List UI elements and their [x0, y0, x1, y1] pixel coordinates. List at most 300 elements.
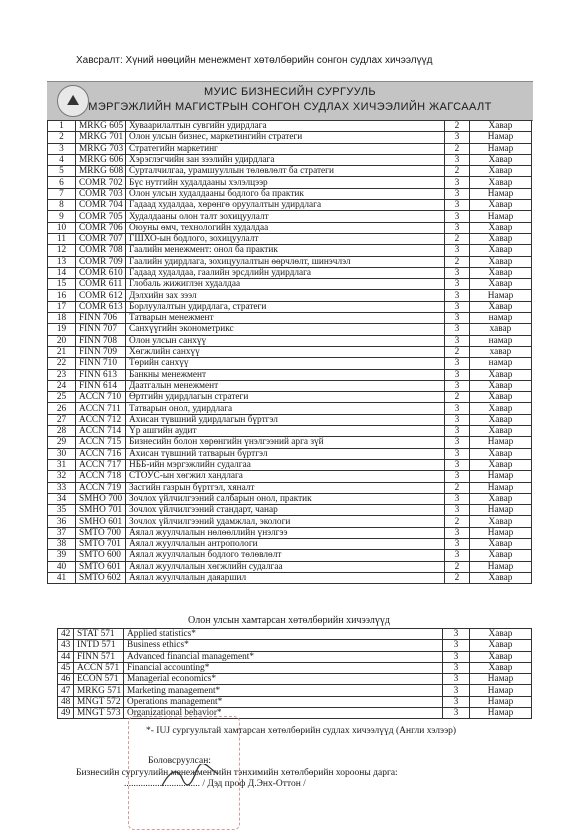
table-row	[48, 335, 532, 346]
table-row	[48, 561, 532, 572]
course-code: COMR 702	[76, 177, 126, 188]
course-number: 13	[48, 256, 76, 267]
course-code: FINN 614	[76, 380, 126, 391]
course-season: хавар	[470, 346, 532, 357]
course-code: COMR 705	[76, 211, 126, 222]
table-row	[48, 426, 532, 437]
course-season: Хавар	[470, 662, 532, 673]
course-number: 20	[48, 335, 76, 346]
course-code: ACCN 718	[76, 471, 126, 482]
course-season: Намар	[470, 471, 532, 482]
course-name: Advanced financial management*	[124, 651, 443, 662]
course-name: ГШХО-ын бодлого, зохицуулалт	[126, 233, 445, 244]
course-number: 9	[48, 211, 76, 222]
course-season: Намар	[470, 708, 532, 719]
course-credits: 3	[445, 369, 470, 380]
course-season: Намар	[470, 290, 532, 301]
course-credits: 3	[445, 245, 470, 256]
course-credits: 3	[445, 324, 470, 335]
course-credits: 2	[445, 516, 470, 527]
course-number: 40	[48, 561, 76, 572]
course-number: 1	[48, 121, 76, 132]
course-season: Хавар	[470, 414, 532, 425]
course-season: Хавар	[470, 301, 532, 312]
course-name: Банкны менежмент	[126, 369, 445, 380]
table-row	[48, 448, 532, 459]
table-row	[48, 256, 532, 267]
table-row	[48, 346, 532, 357]
course-credits: 3	[445, 437, 470, 448]
course-name: Олон улсын бизнес, маркетингийн стратеги	[126, 132, 445, 143]
course-code: MRKG 571	[74, 685, 124, 696]
course-season: Хавар	[470, 380, 532, 391]
course-credits: 2	[445, 143, 470, 154]
course-credits: 3	[445, 154, 470, 165]
course-name: Аялал жуулчлалын даяаршил	[126, 572, 445, 583]
table-row	[48, 301, 532, 312]
table-row	[48, 358, 532, 369]
chairman-label: Бизнесийн сургуулийн менежментийн тэнхимийн хөтөлбөрийн хорооны дарга:	[76, 768, 398, 778]
course-season: Намар	[470, 561, 532, 572]
footnote: *- IUJ сургуультай хамтарсан хөтөлбөрийн судлах хичээлүүд (Англи хэлээр)	[146, 726, 457, 736]
course-season: Намар	[470, 211, 532, 222]
course-credits: 3	[445, 527, 470, 538]
course-credits: 3	[445, 358, 470, 369]
approved-label: Боловсруулсан:	[148, 756, 211, 766]
course-name: Сурталчилгаа, урамшууллын төлөвлөлт ба стратеги	[126, 166, 445, 177]
course-credits: 2	[445, 392, 470, 403]
table-row	[48, 516, 532, 527]
course-credits: 3	[445, 550, 470, 561]
course-season: Хавар	[470, 154, 532, 165]
course-code: MRKG 605	[76, 121, 126, 132]
course-number: 26	[48, 403, 76, 414]
table-row	[48, 222, 532, 233]
course-code: SMHO 701	[76, 505, 126, 516]
course-credits: 3	[443, 629, 470, 640]
table-row	[48, 505, 532, 516]
course-credits: 2	[445, 121, 470, 132]
course-season: Хавар	[470, 550, 532, 561]
course-season: намар	[470, 335, 532, 346]
course-season: Хавар	[470, 233, 532, 244]
course-season: Хавар	[470, 403, 532, 414]
course-code: SMTO 602	[76, 572, 126, 583]
course-name: Marketing management*	[124, 685, 443, 696]
course-name: Applied statistics*	[124, 629, 443, 640]
courses-table	[47, 120, 532, 584]
table-row	[48, 245, 532, 256]
table-row	[48, 200, 532, 211]
course-credits: 3	[443, 696, 470, 707]
course-credits: 3	[445, 448, 470, 459]
course-number: 31	[48, 459, 76, 470]
table-row	[48, 267, 532, 278]
table-row	[48, 177, 532, 188]
course-number: 15	[48, 279, 76, 290]
course-code: ACCN 710	[76, 392, 126, 403]
course-credits: 3	[443, 685, 470, 696]
course-name: Санхүүгийн эконометрикс	[126, 324, 445, 335]
course-number: 14	[48, 267, 76, 278]
course-number: 45	[58, 662, 74, 673]
table-row	[58, 685, 532, 696]
course-credits: 3	[443, 640, 470, 651]
signature-icon	[160, 764, 220, 790]
course-code: MRKG 701	[76, 132, 126, 143]
course-season: Хавар	[470, 200, 532, 211]
table-row	[48, 482, 532, 493]
table-row	[48, 324, 532, 335]
header-banner	[47, 81, 533, 121]
course-code: INTD 571	[74, 640, 124, 651]
course-season: Хавар	[470, 640, 532, 651]
course-number: 10	[48, 222, 76, 233]
course-name: НББ-ийн мэргэжлийн судалгаа	[126, 459, 445, 470]
course-number: 48	[58, 696, 74, 707]
course-credits: 3	[445, 459, 470, 470]
course-season: Хавар	[470, 177, 532, 188]
course-number: 28	[48, 426, 76, 437]
joint-courses-table	[57, 628, 532, 719]
course-name: Борлуулалтын удирдлага, стратеги	[126, 301, 445, 312]
table-row	[48, 279, 532, 290]
course-name: Засгийн газрын бүртгэл, хяналт	[126, 482, 445, 493]
course-credits: 3	[443, 708, 470, 719]
course-name: Managerial economics*	[124, 674, 443, 685]
course-season: Хавар	[470, 538, 532, 549]
course-number: 35	[48, 505, 76, 516]
course-credits: 3	[445, 538, 470, 549]
course-code: FINN 571	[74, 651, 124, 662]
table-row	[48, 527, 532, 538]
table-row	[58, 651, 532, 662]
table-row	[48, 154, 532, 165]
course-name: Даатгалын менежмент	[126, 380, 445, 391]
course-name: Аялал жуулчлалын хөгжлийн судалгаа	[126, 561, 445, 572]
course-number: 49	[58, 708, 74, 719]
table-row	[48, 211, 532, 222]
table-row	[48, 143, 532, 154]
course-credits: 3	[445, 200, 470, 211]
course-name: Төрийн санхүү	[126, 358, 445, 369]
course-code: COMR 704	[76, 200, 126, 211]
course-code: ACCN 716	[76, 448, 126, 459]
course-credits: 2	[445, 346, 470, 357]
course-name: Operations management*	[124, 696, 443, 707]
course-credits: 2	[445, 166, 470, 177]
course-credits: 3	[445, 177, 470, 188]
table-row	[48, 290, 532, 301]
course-credits: 3	[443, 674, 470, 685]
course-credits: 3	[445, 211, 470, 222]
school-name: МУИС БИЗНЕСИЙН СУРГУУЛЬ	[204, 86, 376, 98]
course-name: Хөгжлийн санхүү	[126, 346, 445, 357]
course-name: Зочлох үйлчилгээний стандарт, чанар	[126, 505, 445, 516]
signer-line: ................................ / Дэд проф Д.Энх-Оттон /	[124, 779, 306, 789]
course-number: 22	[48, 358, 76, 369]
joint-section-title: Олон улсын хамтарсан хөтөлбөрийн хичээлүүд	[188, 615, 390, 626]
course-number: 16	[48, 290, 76, 301]
course-season: Хавар	[470, 222, 532, 233]
course-credits: 2	[445, 256, 470, 267]
course-credits: 3	[445, 380, 470, 391]
course-season: Намар	[470, 527, 532, 538]
course-name: Дэлхийн зах зээл	[126, 290, 445, 301]
course-code: STAT 571	[74, 629, 124, 640]
course-credits: 2	[445, 233, 470, 244]
course-name: Татварын онол, удирдлага	[126, 403, 445, 414]
course-number: 29	[48, 437, 76, 448]
course-code: FINN 706	[76, 313, 126, 324]
course-season: Намар	[470, 143, 532, 154]
course-code: COMR 610	[76, 267, 126, 278]
course-number: 18	[48, 313, 76, 324]
course-season: Хавар	[470, 448, 532, 459]
course-number: 33	[48, 482, 76, 493]
course-code: COMR 611	[76, 279, 126, 290]
course-credits: 3	[445, 471, 470, 482]
course-number: 36	[48, 516, 76, 527]
course-season: Хавар	[470, 572, 532, 583]
course-name: Татварын менежмент	[126, 313, 445, 324]
course-season: Намар	[470, 674, 532, 685]
table-row	[48, 403, 532, 414]
course-credits: 3	[445, 313, 470, 324]
table-row	[48, 233, 532, 244]
table-row	[48, 572, 532, 583]
course-name: Оюуны өмч, технологийн худалдаа	[126, 222, 445, 233]
course-code: COMR 703	[76, 188, 126, 199]
course-season: Хавар	[470, 267, 532, 278]
course-number: 34	[48, 493, 76, 504]
table-row	[48, 471, 532, 482]
table-row	[48, 550, 532, 561]
course-number: 23	[48, 369, 76, 380]
table-row	[58, 640, 532, 651]
course-season: Хавар	[470, 493, 532, 504]
course-credits: 3	[445, 493, 470, 504]
course-code: ECON 571	[74, 674, 124, 685]
course-credits: 3	[443, 651, 470, 662]
table-row	[48, 132, 532, 143]
course-season: Хавар	[470, 166, 532, 177]
course-credits: 2	[445, 482, 470, 493]
course-number: 27	[48, 414, 76, 425]
table-row	[48, 313, 532, 324]
course-number: 46	[58, 674, 74, 685]
course-name: Зочлох үйлчилгээний удамжлал, экологи	[126, 516, 445, 527]
course-code: FINN 710	[76, 358, 126, 369]
course-name: Зочлох үйлчилгээний салбарын онол, практик	[126, 493, 445, 504]
course-season: Намар	[470, 188, 532, 199]
course-credits: 3	[445, 505, 470, 516]
course-number: 12	[48, 245, 76, 256]
course-code: FINN 707	[76, 324, 126, 335]
course-season: намар	[470, 313, 532, 324]
course-number: 2	[48, 132, 76, 143]
course-name: Өртгийн удирдлагын стратеги	[126, 392, 445, 403]
course-code: FINN 708	[76, 335, 126, 346]
table-row	[48, 437, 532, 448]
table-row	[48, 121, 532, 132]
table-row	[58, 662, 532, 673]
table-row	[48, 188, 532, 199]
course-number: 44	[58, 651, 74, 662]
course-name: Хуваарилалтын сувгийн удирдлага	[126, 121, 445, 132]
course-season: намар	[470, 358, 532, 369]
table-row	[48, 380, 532, 391]
course-number: 42	[58, 629, 74, 640]
course-season: Хавар	[470, 279, 532, 290]
course-number: 5	[48, 166, 76, 177]
attachment-title: Хавсралт: Хүний нөөцийн менежмент хөтөлбөрийн сонгон судлах хичээлүүд	[76, 55, 433, 66]
course-credits: 2	[445, 561, 470, 572]
course-season: Хавар	[470, 426, 532, 437]
course-number: 8	[48, 200, 76, 211]
course-credits: 3	[445, 222, 470, 233]
table-row	[58, 696, 532, 707]
course-number: 25	[48, 392, 76, 403]
course-name: Олон улсын санхүү	[126, 335, 445, 346]
table-row	[48, 538, 532, 549]
course-code: COMR 613	[76, 301, 126, 312]
course-number: 3	[48, 143, 76, 154]
table-row	[48, 459, 532, 470]
course-number: 47	[58, 685, 74, 696]
course-season: Намар	[470, 685, 532, 696]
table-row	[48, 166, 532, 177]
course-code: SMTO 701	[76, 538, 126, 549]
course-number: 24	[48, 380, 76, 391]
course-code: MRKG 703	[76, 143, 126, 154]
course-name: СТОУС-ын хөгжил хандлага	[126, 471, 445, 482]
course-name: Гадаад худалдаа, хөрөнгө оруулалтын удирдлага	[126, 200, 445, 211]
course-code: MNGT 573	[74, 708, 124, 719]
course-season: Намар	[470, 132, 532, 143]
course-season: хавар	[470, 324, 532, 335]
course-name: Гаалийн менежмент: онол ба практик	[126, 245, 445, 256]
course-code: ACCN 719	[76, 482, 126, 493]
course-credits: 2	[445, 572, 470, 583]
course-season: Намар	[470, 696, 532, 707]
table-row	[58, 674, 532, 685]
course-name: Ахисан түвшний татварын бүртгэл	[126, 448, 445, 459]
course-name: Үр ашгийн аудит	[126, 426, 445, 437]
course-number: 41	[48, 572, 76, 583]
course-credits: 3	[445, 301, 470, 312]
course-number: 21	[48, 346, 76, 357]
university-logo-icon: ⛰	[57, 85, 89, 117]
course-name: Financial accounting*	[124, 662, 443, 673]
course-name: Аялал жуулчлалын нөлөөллийн үнэлгээ	[126, 527, 445, 538]
course-code: ACCN 715	[76, 437, 126, 448]
course-season: Намар	[470, 505, 532, 516]
course-season: Хавар	[470, 516, 532, 527]
course-code: ACCN 714	[76, 426, 126, 437]
course-code: MRKG 606	[76, 154, 126, 165]
course-code: ACCN 712	[76, 414, 126, 425]
course-season: Хавар	[470, 651, 532, 662]
course-number: 11	[48, 233, 76, 244]
course-code: SMTO 601	[76, 561, 126, 572]
course-name: Аялал жуулчлалын антропологи	[126, 538, 445, 549]
course-credits: 3	[445, 188, 470, 199]
course-name: Хэрэглэгчийн зан зээлийн удирдлага	[126, 154, 445, 165]
course-number: 7	[48, 188, 76, 199]
course-code: ACCN 571	[74, 662, 124, 673]
course-credits: 3	[445, 414, 470, 425]
course-name: Organizational behavior*	[124, 708, 443, 719]
course-number: 17	[48, 301, 76, 312]
course-name: Гаалийн удирдлага, зохицуулалтын өөрчлөлт, шинэчлэл	[126, 256, 445, 267]
course-name: Стратегийн маркетинг	[126, 143, 445, 154]
course-season: Намар	[470, 437, 532, 448]
course-number: 38	[48, 538, 76, 549]
course-number: 43	[58, 640, 74, 651]
course-season: Хавар	[470, 369, 532, 380]
course-code: COMR 708	[76, 245, 126, 256]
list-title: МЭРГЭЖЛИЙН МАГИСТРЫН СОНГОН СУДЛАХ ХИЧЭЭЛИЙН ЖАГСААЛТ	[88, 101, 492, 113]
course-code: ACCN 717	[76, 459, 126, 470]
course-credits: 3	[445, 426, 470, 437]
table-row	[58, 629, 532, 640]
course-code: SMTO 700	[76, 527, 126, 538]
table-row	[48, 493, 532, 504]
course-credits: 3	[445, 132, 470, 143]
course-season: Намар	[470, 482, 532, 493]
course-credits: 3	[445, 335, 470, 346]
course-name: Олон улсын худалдааны бодлого ба практик	[126, 188, 445, 199]
course-season: Хавар	[470, 392, 532, 403]
course-number: 6	[48, 177, 76, 188]
course-code: MNGT 572	[74, 696, 124, 707]
course-season: Хавар	[470, 256, 532, 267]
course-code: COMR 707	[76, 233, 126, 244]
course-code: COMR 612	[76, 290, 126, 301]
course-number: 37	[48, 527, 76, 538]
course-season: Хавар	[470, 245, 532, 256]
course-name: Бүс нутгийн худалдааны хэлэлцээр	[126, 177, 445, 188]
course-code: FINN 709	[76, 346, 126, 357]
course-season: Хавар	[470, 459, 532, 470]
table-row	[48, 414, 532, 425]
course-code: MRKG 608	[76, 166, 126, 177]
course-name: Худалдааны олон талт зохицуулалт	[126, 211, 445, 222]
course-season: Хавар	[470, 121, 532, 132]
course-number: 4	[48, 154, 76, 165]
course-number: 32	[48, 471, 76, 482]
course-credits: 3	[445, 279, 470, 290]
course-name: Бизнесийн болон хөрөнгийн үнэлгээний арга зүй	[126, 437, 445, 448]
course-name: Business ethics*	[124, 640, 443, 651]
course-code: SMHO 601	[76, 516, 126, 527]
course-code: SMTO 600	[76, 550, 126, 561]
course-code: ACCN 711	[76, 403, 126, 414]
course-number: 39	[48, 550, 76, 561]
course-code: SMHO 700	[76, 493, 126, 504]
table-row	[48, 369, 532, 380]
table-row	[48, 392, 532, 403]
course-credits: 3	[445, 267, 470, 278]
course-credits: 3	[445, 403, 470, 414]
course-credits: 3	[443, 662, 470, 673]
course-number: 19	[48, 324, 76, 335]
course-number: 30	[48, 448, 76, 459]
course-name: Ахисан түвшний удирдлагын бүртгэл	[126, 414, 445, 425]
course-name: Глобаль жижиглэн худалдаа	[126, 279, 445, 290]
course-season: Хавар	[470, 629, 532, 640]
